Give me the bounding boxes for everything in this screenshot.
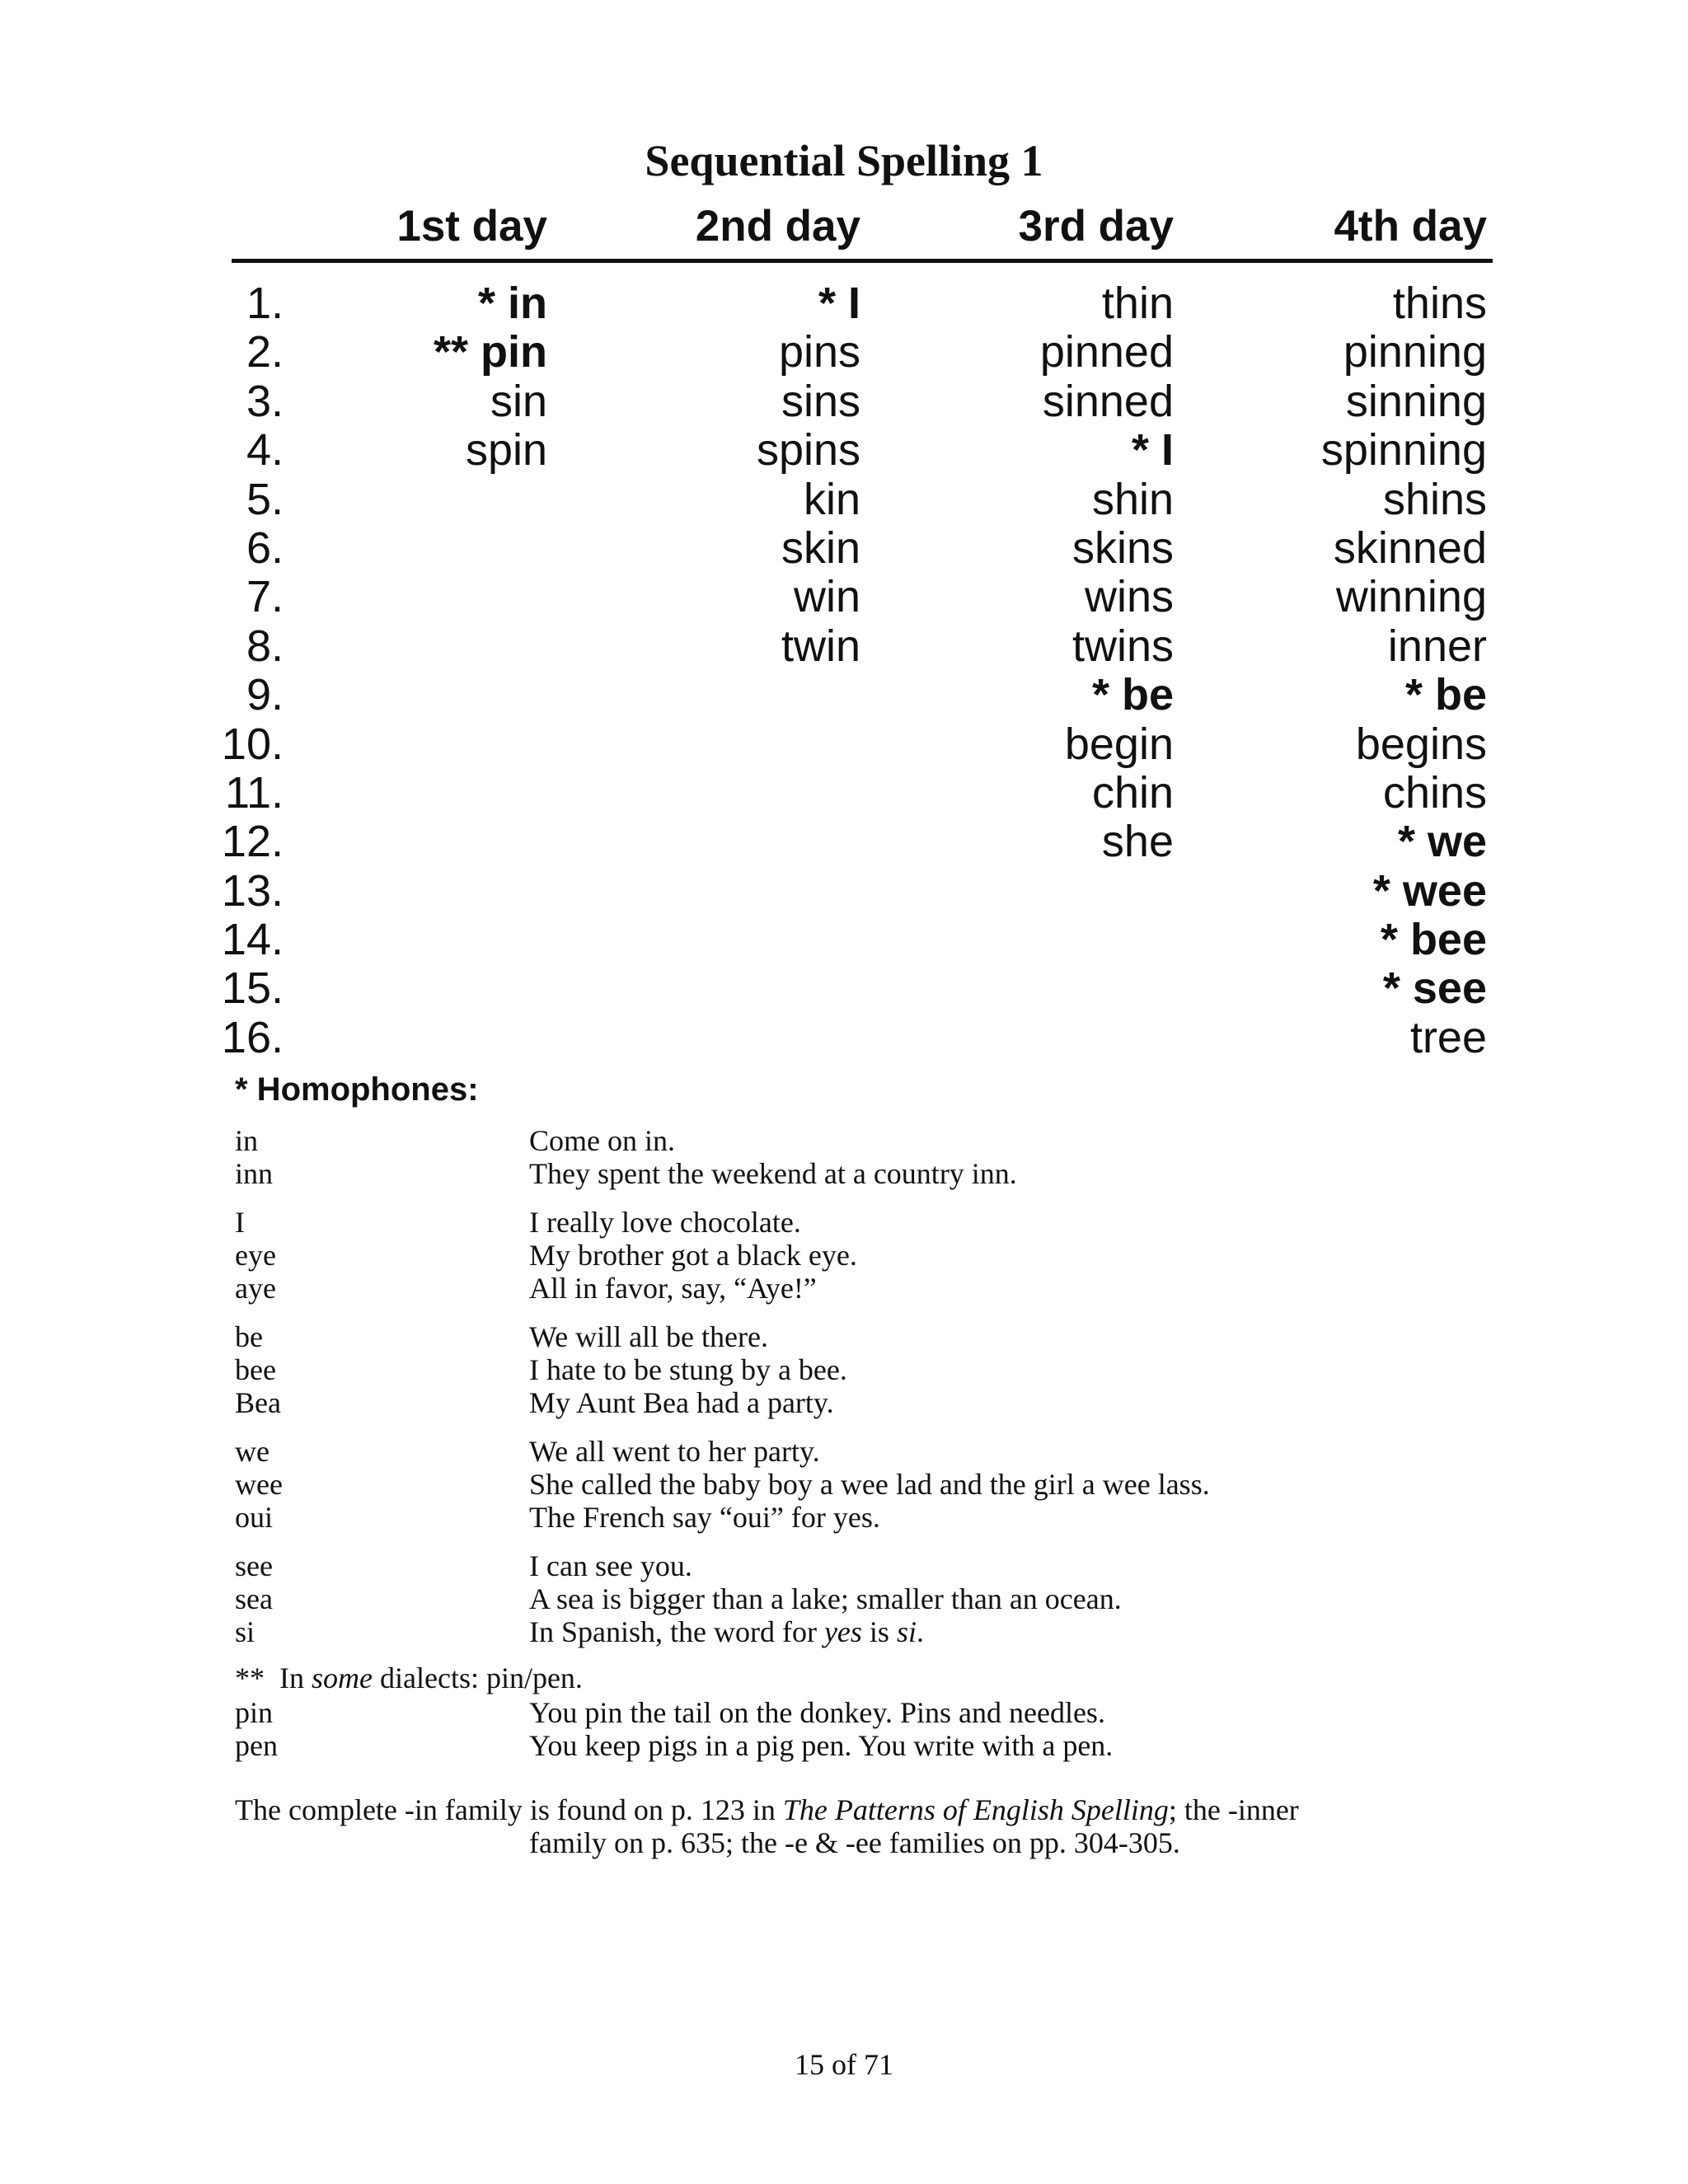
homophone-sentence (529, 1615, 924, 1648)
homophone-line (0, 1615, 1688, 1648)
word-day-3: thin (1101, 279, 1174, 328)
homophone-sentence: We all went to her party. (529, 1435, 820, 1468)
sentence-part: si (896, 1615, 917, 1648)
sentence-part: is (861, 1615, 897, 1648)
homophone-word: eye (235, 1239, 276, 1272)
word-day-1 (330, 963, 547, 1013)
word-day-2 (626, 915, 860, 964)
word-day-2 (626, 817, 860, 866)
homophone-word: wee (235, 1468, 283, 1501)
homophone-word: we (235, 1435, 270, 1468)
row-number: 13. (221, 865, 284, 916)
word-day-1 (330, 475, 547, 524)
homophone-sentence: She called the baby boy a wee lad and the girl a wee lass. (529, 1468, 1210, 1501)
homophone-line (0, 1157, 1688, 1190)
word-day-4: * be (1404, 670, 1487, 720)
sentence-part: yes (823, 1615, 862, 1648)
word-day-1 (330, 523, 547, 573)
dialect-note-emphasis: some (312, 1661, 373, 1694)
homophone-line (0, 1729, 1688, 1762)
row-number: 4. (246, 425, 284, 476)
table-row (0, 1013, 1688, 1062)
word-day-3: she (1101, 817, 1174, 867)
row-number: 16. (221, 1012, 284, 1062)
homophone-sentence: All in favor, say, “Aye!” (529, 1272, 817, 1305)
table-row (0, 621, 1688, 670)
homophone-word: pin (235, 1696, 274, 1729)
word-day-2: spins (756, 425, 860, 476)
word-day-1 (330, 621, 547, 671)
word-day-3 (940, 963, 1174, 1013)
word-day-4: sinning (1345, 376, 1487, 426)
word-day-4: chins (1382, 767, 1487, 818)
word-day-4: pinning (1343, 327, 1487, 377)
homophone-line (0, 1206, 1688, 1239)
row-number: 6. (246, 523, 284, 573)
word-day-3: skins (1071, 523, 1174, 573)
homophone-word: aye (235, 1272, 276, 1305)
homophone-line (0, 1124, 1688, 1157)
word-day-3: begin (1064, 719, 1174, 769)
word-day-3: * I (1131, 425, 1174, 476)
homophone-line (0, 1501, 1688, 1534)
homophone-word: sea (235, 1582, 273, 1615)
word-day-2: kin (803, 474, 860, 524)
word-day-1 (330, 866, 547, 916)
table-row (0, 866, 1688, 915)
homophone-sentence: A sea is bigger than a lake; smaller than an ocean. (529, 1582, 1122, 1615)
homophone-word: see (235, 1549, 273, 1582)
dialect-note (235, 1661, 583, 1694)
word-day-3: pinned (1039, 327, 1174, 377)
homophone-word: bee (235, 1353, 276, 1386)
footnote-line-2: family on p. 635; the -e & -ee families on pp. 304-305. (529, 1826, 1180, 1859)
table-row (0, 425, 1688, 474)
word-day-4: begins (1355, 719, 1487, 769)
footnote-line-1 (235, 1793, 1554, 1826)
word-day-4: * wee (1372, 865, 1487, 916)
homophone-sentence: My brother got a black eye. (529, 1239, 857, 1272)
word-day-4: inner (1387, 621, 1487, 671)
word-day-4: tree (1409, 1012, 1487, 1062)
table-row (0, 817, 1688, 865)
row-number: 9. (246, 670, 284, 720)
word-day-2 (626, 963, 860, 1013)
table-row (0, 719, 1688, 768)
word-day-3: * be (1091, 670, 1174, 720)
homophone-sentence: You pin the tail on the donkey. Pins and needles. (529, 1696, 1105, 1729)
homophone-sentence: They spent the weekend at a country inn. (529, 1157, 1017, 1190)
homophone-line (0, 1549, 1688, 1582)
homophone-group (0, 1124, 1688, 1190)
word-day-2 (626, 1013, 860, 1062)
homophone-word: inn (235, 1157, 274, 1190)
homophones-heading: * Homophones: (235, 1071, 479, 1108)
header-3rd-day: 3rd day (1018, 202, 1174, 251)
homophone-word: in (235, 1124, 259, 1157)
row-number: 14. (221, 915, 284, 965)
header-4th-day: 4th day (1334, 202, 1487, 251)
word-day-1 (330, 915, 547, 964)
homophone-group (0, 1435, 1688, 1534)
row-number: 8. (246, 621, 284, 671)
homophone-line (0, 1696, 1688, 1729)
word-day-4: thins (1392, 279, 1487, 328)
row-number: 15. (221, 963, 284, 1014)
homophone-sentence: We will all be there. (529, 1320, 768, 1353)
word-day-1 (330, 768, 547, 818)
word-day-4: * bee (1380, 915, 1487, 965)
word-day-2: win (793, 572, 860, 622)
word-day-3: shin (1091, 474, 1174, 524)
homophone-line (0, 1272, 1688, 1305)
table-row (0, 915, 1688, 963)
homophone-groups (0, 1124, 1688, 1664)
homophone-sentence: You keep pigs in a pig pen. You write with a pen. (529, 1729, 1114, 1762)
word-day-2 (626, 768, 860, 818)
page-number: 15 of 71 (795, 2048, 893, 2081)
homophone-line (0, 1582, 1688, 1615)
table-row (0, 377, 1688, 425)
word-day-2 (626, 719, 860, 769)
homophone-line (0, 1435, 1688, 1468)
word-day-1: * in (477, 279, 547, 328)
page-title: Sequential Spelling 1 (645, 136, 1043, 185)
homophone-line (0, 1320, 1688, 1353)
row-number: 12. (221, 817, 284, 867)
word-day-1 (330, 719, 547, 769)
homophone-group (0, 1549, 1688, 1648)
header-2nd-day: 2nd day (695, 202, 860, 251)
table-row (0, 327, 1688, 376)
dialect-note-suffix: dialects: pin/pen. (373, 1661, 583, 1694)
word-day-2 (626, 670, 860, 719)
homophone-sentence: I can see you. (529, 1549, 692, 1582)
row-number: 3. (246, 376, 284, 426)
word-day-2: pins (778, 327, 860, 377)
word-day-3 (940, 1013, 1174, 1062)
homophone-word: Bea (235, 1386, 281, 1419)
homophone-sentence: I really love chocolate. (529, 1206, 801, 1239)
footnote (235, 1793, 1554, 1859)
word-day-3 (940, 915, 1174, 964)
word-day-4: * we (1397, 817, 1487, 867)
word-day-4: skinned (1333, 523, 1487, 573)
word-day-3: wins (1084, 572, 1174, 622)
homophone-sentence: I hate to be stung by a bee. (529, 1353, 847, 1386)
homophone-word: I (235, 1206, 245, 1239)
table-row (0, 670, 1688, 719)
homophone-sentence: The French say “oui” for yes. (529, 1501, 880, 1534)
word-day-1 (330, 572, 547, 621)
word-day-2: * I (818, 279, 860, 328)
table-row (0, 768, 1688, 817)
word-day-3: sinned (1042, 376, 1174, 426)
word-day-1 (330, 817, 547, 866)
sentence-part: . (916, 1615, 924, 1648)
footnote-book-title: The Patterns of English Spelling (782, 1793, 1169, 1826)
footnote-part1: The complete -in family is found on p. 123 in (235, 1793, 783, 1826)
row-number: 2. (246, 327, 284, 377)
table-row (0, 572, 1688, 621)
row-number: 11. (224, 767, 284, 818)
word-day-2: sins (781, 376, 860, 426)
word-day-4: winning (1335, 572, 1487, 622)
homophone-line (0, 1353, 1688, 1386)
word-day-4: shins (1382, 474, 1487, 524)
word-day-1 (330, 1013, 547, 1062)
homophone-sentence: Come on in. (529, 1124, 675, 1157)
sentence-part: In Spanish, the word for (529, 1615, 824, 1648)
header-rule (232, 259, 1493, 263)
homophone-sentence: My Aunt Bea had a party. (529, 1386, 834, 1419)
word-day-3 (940, 866, 1174, 916)
table-row (0, 279, 1688, 327)
word-day-4: spinning (1320, 425, 1487, 476)
row-number: 7. (246, 572, 284, 622)
word-day-1: sin (490, 376, 547, 426)
table-row (0, 523, 1688, 572)
spelling-table (0, 279, 1688, 1062)
word-day-2 (626, 866, 860, 916)
word-day-3: twins (1071, 621, 1174, 671)
homophone-word: oui (235, 1501, 274, 1534)
word-day-4: * see (1382, 963, 1487, 1014)
word-day-1 (330, 670, 547, 719)
row-number: 5. (246, 474, 284, 524)
homophone-word: be (235, 1320, 263, 1353)
homophone-group (0, 1206, 1688, 1305)
header-1st-day: 1st day (396, 202, 547, 251)
homophone-line (0, 1468, 1688, 1501)
table-row (0, 963, 1688, 1012)
word-day-2: skin (781, 523, 860, 573)
word-day-1: spin (465, 425, 547, 476)
row-number: 10. (221, 719, 284, 769)
homophone-word: pen (235, 1729, 278, 1762)
homophone-group (0, 1320, 1688, 1419)
footnote-part2: ; the -inner (1168, 1793, 1299, 1826)
homophone-line (0, 1239, 1688, 1272)
dialect-note-prefix: ** In (235, 1661, 312, 1694)
homophone-line (0, 1386, 1688, 1419)
pin-pen-group (0, 1696, 1688, 1762)
word-day-2: twin (781, 621, 860, 671)
homophone-word: si (235, 1615, 256, 1648)
word-day-1: ** pin (433, 327, 547, 377)
row-number: 1. (246, 279, 284, 328)
word-day-3: chin (1091, 767, 1174, 818)
table-row (0, 475, 1688, 523)
